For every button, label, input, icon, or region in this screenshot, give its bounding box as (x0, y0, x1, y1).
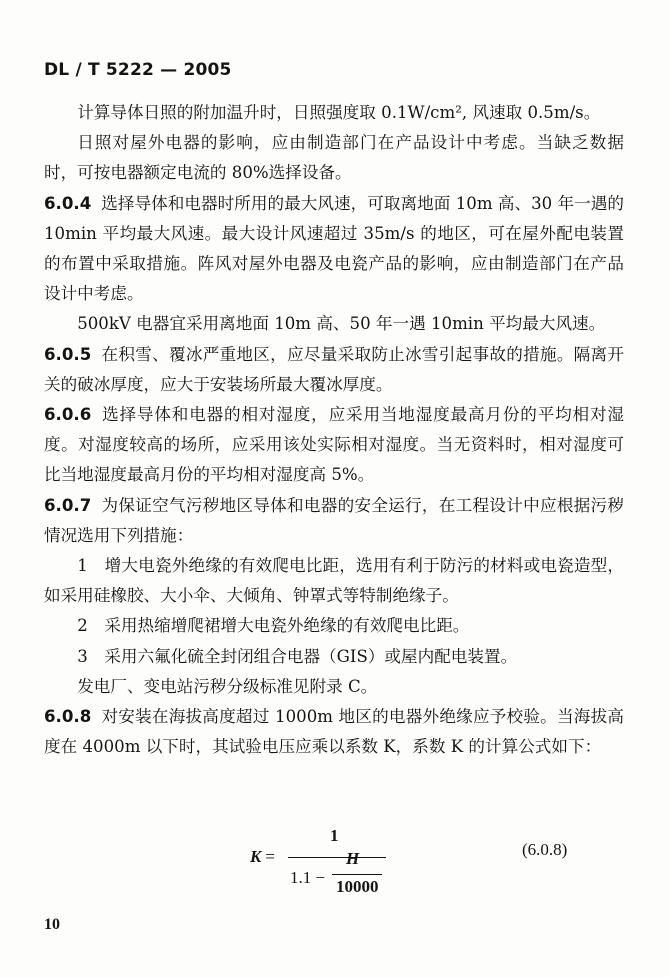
paragraph-text: 选择导体和电器的相对湿度，应采用当地湿度最高月份的平均相对湿度。对湿度较高的场所，应采用该处实际相对湿度。当无资料时，相对湿度可比当地湿度最高月份的平均相对湿度高 5%。 (44, 405, 624, 485)
equation-number: (6.0.8) (522, 840, 568, 859)
formula-numerator: 1 (330, 826, 339, 845)
altitude-correction-formula (250, 826, 590, 896)
clause-6-0-7 (44, 491, 624, 551)
standard-code-header: DL / T 5222 — 2005 (44, 60, 232, 80)
paragraph-500kv-wind (44, 309, 624, 339)
paragraph-text: 在积雪、覆冰严重地区，应尽量采取防止冰雪引起事故的措施。隔离开关的破冰厚度，应大于安装场所最大覆冰厚度。 (44, 344, 624, 394)
paragraph-text: 3 采用六氟化硫全封闭组合电器（GIS）或屋内配电装置。 (77, 646, 518, 666)
clause-number: 6.0.6 (44, 405, 92, 425)
list-item-3 (44, 642, 624, 672)
list-item-1 (44, 551, 624, 611)
clause-number: 6.0.8 (44, 707, 92, 727)
clause-6-0-4 (44, 189, 624, 310)
formula-equals-sign: = (265, 847, 275, 866)
list-item-2 (44, 611, 624, 641)
paragraph-text: 1 增大电瓷外绝缘的有效爬电比距，选用有利于防污的材料或电瓷造型，如采用硅橡胶、大小伞、大倾角、钟罩式等特制绝缘子。 (44, 556, 624, 606)
clause-6-0-5 (44, 340, 624, 400)
paragraph-text: 选择导体和电器时所用的最大风速，可取离地面 10m 高、30 年一遇的 10min 平均最大风速。最大设计风速超过 35m/s 的地区，可在屋外配电装置的布置中采取措施。阵风对屋外电器及电瓷产品的影响，应由制造部门在产品设计中考虑。 (44, 193, 624, 304)
paragraph-solar-equipment (44, 128, 624, 188)
formula-k-symbol: K (250, 847, 262, 866)
fraction-bar (288, 857, 386, 858)
paragraph-text: 发电厂、变电站污秽分级标准见附录 C。 (77, 676, 378, 696)
clause-number: 6.0.4 (44, 193, 92, 213)
clause-6-0-8 (44, 702, 624, 762)
paragraph-text: 日照对屋外电器的影响，应由制造部门在产品设计中考虑。当缺乏数据时，可按电器额定电流的 80%选择设备。 (44, 133, 624, 183)
paragraph-text: 2 采用热缩增爬裙增大电瓷外绝缘的有效爬电比距。 (77, 616, 470, 636)
body-text (44, 98, 624, 762)
page-number: 10 (44, 916, 60, 933)
paragraph-text: 对安装在海拔高度超过 1000m 地区的电器外绝缘应予校验。当海拔高度在 4000m 以下时，其试验电压应乘以系数 K，系数 K 的计算公式如下： (44, 707, 624, 757)
formula-denominator-prefix: 1.1 − (290, 868, 326, 887)
formula-inner-denominator: 10000 (336, 877, 379, 896)
paragraph-text: 500kV 电器宜采用离地面 10m 高、50 年一遇 10min 平均最大风速。 (77, 314, 606, 334)
paragraph-text: 计算导体日照的附加温升时，日照强度取 0.1W/cm², 风速取 0.5m/s。 (77, 103, 601, 122)
formula-inner-numerator: H (346, 849, 360, 868)
formula-lhs (250, 847, 275, 867)
clause-number: 6.0.5 (44, 344, 92, 364)
paragraph-appendix-ref (44, 672, 624, 702)
inner-fraction-bar (332, 874, 382, 875)
paragraph-solar-heating (44, 98, 624, 128)
clause-number: 6.0.7 (44, 495, 92, 515)
clause-6-0-6 (44, 400, 624, 491)
paragraph-text: 为保证空气污秽地区导体和电器的安全运行，在工程设计中应根据污秽情况选用下列措施： (44, 495, 624, 545)
